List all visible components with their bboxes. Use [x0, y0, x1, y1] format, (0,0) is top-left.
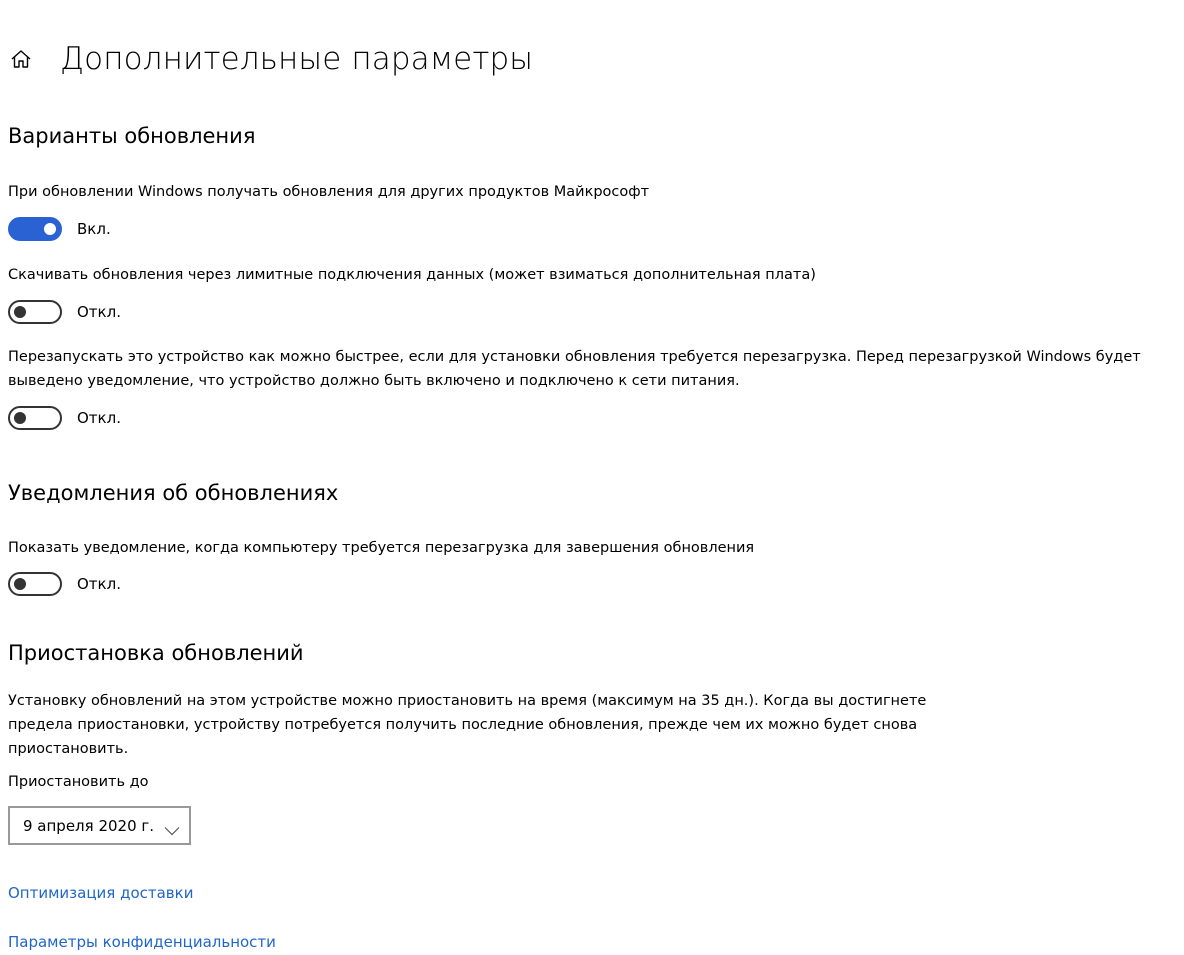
- toggle-knob: [14, 412, 26, 424]
- setting-label-restart: Перезапускать это устройство как можно быстрее, если для установки обновления требуется перезагрузка. Перед перезагрузкой Windows будет выведено уведомление, что устройство должно быть включено и подключено к сети питания.: [8, 349, 1141, 389]
- page-header: [10, 36, 533, 82]
- toggle-knob: [14, 578, 26, 590]
- toggle-metered[interactable]: [8, 300, 62, 324]
- toggle-knob: [14, 306, 26, 318]
- setting-other-products: [8, 217, 111, 241]
- update-options-heading: Варианты обновления: [8, 124, 256, 148]
- notifications-heading: Уведомления об обновлениях: [8, 481, 339, 505]
- toggle-state-label: Вкл.: [77, 220, 111, 238]
- setting-label-metered: Скачивать обновления через лимитные подключения данных (может взиматься дополнительная плата): [8, 267, 816, 283]
- setting-restart-notification: [8, 572, 121, 596]
- setting-metered: [8, 300, 121, 324]
- toggle-restart-notification[interactable]: [8, 572, 62, 596]
- toggle-other-products[interactable]: [8, 217, 62, 241]
- delivery-optimization-link[interactable]: Оптимизация доставки: [8, 884, 194, 902]
- toggle-restart[interactable]: [8, 406, 62, 430]
- setting-label-restart-notification: Показать уведомление, когда компьютеру требуется перезагрузка для завершения обновления: [8, 540, 755, 556]
- toggle-knob: [44, 223, 56, 235]
- privacy-settings-link[interactable]: Параметры конфиденциальности: [8, 933, 276, 951]
- pause-until-value: 9 апреля 2020 г.: [23, 816, 155, 835]
- setting-restart: [8, 406, 121, 430]
- pause-until-dropdown[interactable]: [8, 806, 191, 845]
- pause-description: Установку обновлений на этом устройстве можно приостановить на время (максимум на 35 дн.). Когда вы достигнете предела приостановки, устройству потребуется получить последние обновления, прежде чем их можно будет снова приостановить.: [8, 693, 927, 757]
- toggle-state-label: Откл.: [77, 303, 121, 321]
- home-icon[interactable]: [10, 48, 32, 70]
- chevron-down-icon: [164, 821, 180, 831]
- pause-until-label: Приостановить до: [8, 774, 149, 790]
- pause-updates-heading: Приостановка обновлений: [8, 641, 304, 665]
- toggle-state-label: Откл.: [77, 575, 121, 593]
- toggle-state-label: Откл.: [77, 409, 121, 427]
- setting-label-other-products: При обновлении Windows получать обновления для других продуктов Майкрософт: [8, 184, 650, 200]
- page-title: Дополнительные параметры: [60, 41, 534, 77]
